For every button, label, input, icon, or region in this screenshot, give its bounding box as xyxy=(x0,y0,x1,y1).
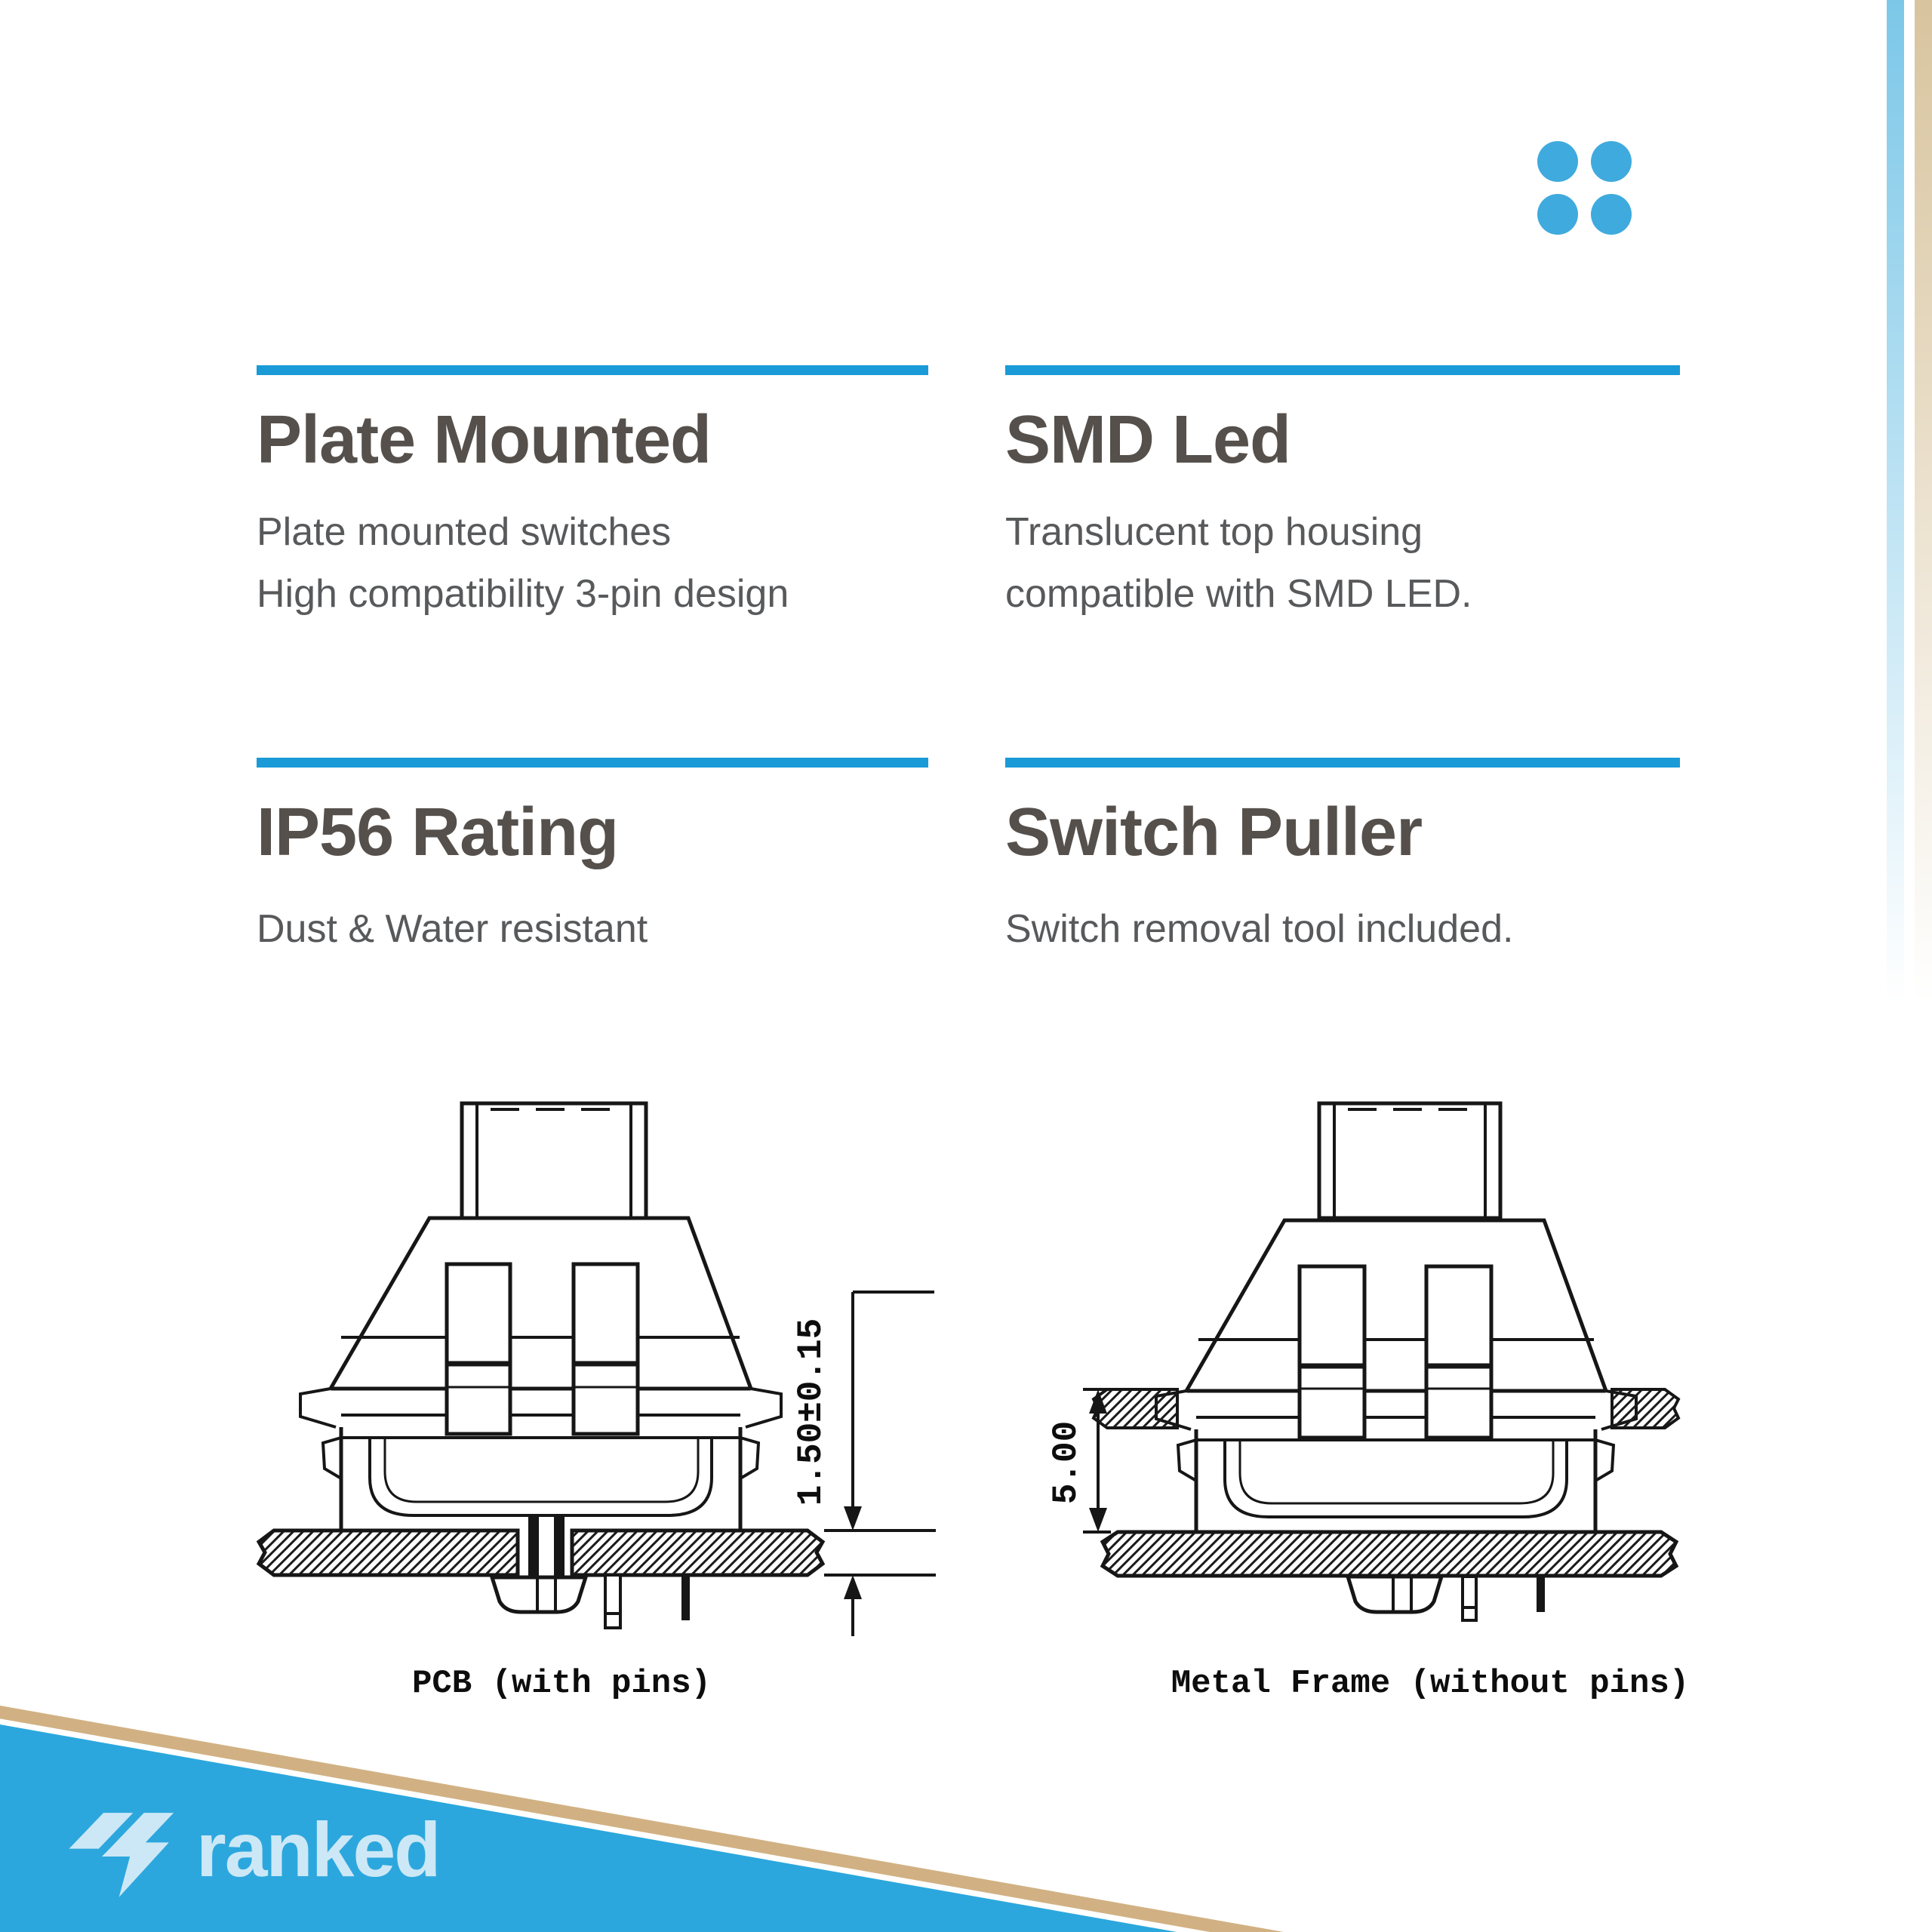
feature-title: IP56 Rating xyxy=(257,795,619,870)
ranked-logo-text: ranked xyxy=(196,1807,440,1893)
dot-icon xyxy=(1537,141,1578,182)
feature-description xyxy=(1005,501,1472,625)
feature-line: Translucent top housing xyxy=(1005,510,1423,554)
feature-line: Switch removal tool included. xyxy=(1005,907,1514,951)
four-dots-icon xyxy=(1537,141,1632,235)
accent-divider xyxy=(1005,365,1680,375)
feature-description xyxy=(257,898,648,960)
diagram-caption-pcb: PCB (with pins) xyxy=(411,1665,712,1703)
feature-description xyxy=(1005,898,1513,960)
feature-line: Plate mounted switches xyxy=(257,510,672,554)
dimension-label-pcb: 1.50±0.15 xyxy=(792,1318,831,1506)
accent-divider xyxy=(257,758,928,768)
feature-line: Dust & Water resistant xyxy=(257,907,648,951)
feature-title: Switch Puller xyxy=(1005,795,1423,870)
feature-line: compatible with SMD LED. xyxy=(1005,572,1472,616)
right-edge-tan-bar xyxy=(1915,0,1932,1057)
switch-outline xyxy=(259,1103,823,1628)
feature-line: High compatibility 3-pin design xyxy=(257,572,789,616)
diagram-caption-frame: Metal Frame (without pins) xyxy=(1171,1665,1690,1703)
dot-icon xyxy=(1591,141,1632,182)
dot-icon xyxy=(1591,194,1632,235)
feature-title: Plate Mounted xyxy=(257,402,712,478)
ranked-logo-icon xyxy=(62,1810,190,1903)
dimension-label-frame: 5.00 xyxy=(1047,1420,1086,1505)
switch-outline xyxy=(1094,1103,1678,1620)
dimension-lines xyxy=(824,1292,936,1636)
feature-description xyxy=(257,501,789,625)
accent-divider xyxy=(1005,758,1680,768)
right-edge-blue-bar xyxy=(1887,0,1904,1057)
accent-divider xyxy=(257,365,928,375)
dot-icon xyxy=(1537,194,1578,235)
switch-pcb-diagram xyxy=(0,1072,981,1736)
switch-metal-frame-diagram xyxy=(1049,1072,1728,1736)
feature-title: SMD Led xyxy=(1005,402,1291,478)
